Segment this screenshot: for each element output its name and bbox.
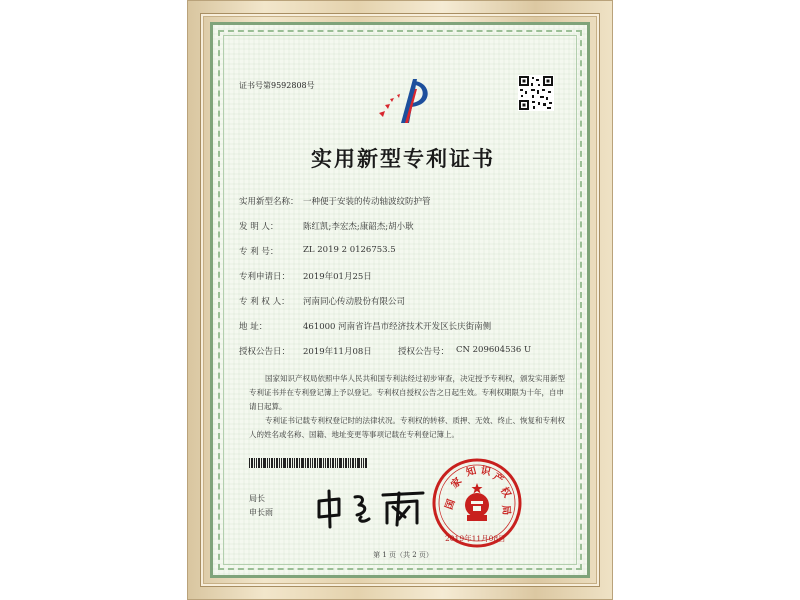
field-label-address: 地 址： [239, 322, 268, 332]
field-label-grant-number: 授权公告号： [398, 347, 450, 357]
body-paragraph-2: 专利证书记载专利权登记时的法律状况。专利权的转移、质押、无效、终止、恢复和专利权人的姓名或名称、国籍、地址变更等事项记载在专利登记簿上。 [249, 416, 565, 439]
field-value-patentee: 河南同心传动股份有限公司 [303, 297, 406, 307]
barcode-icon [249, 458, 367, 468]
qr-code-icon [518, 75, 554, 111]
director-title: 局长 [249, 494, 265, 503]
field-value-address: 461000 河南省许昌市经济技术开发区长庆街南侧 [303, 322, 492, 332]
field-value-inventors: 陈红凯;李宏杰;康韶杰;胡小耿 [303, 222, 414, 232]
field-value-filing-date: 2019年01月25日 [303, 272, 372, 282]
certificate-title: 实用新型专利证书 [311, 146, 495, 171]
svg-text:权: 权 [497, 485, 513, 500]
field-label-filing-date: 专利申请日： [239, 272, 291, 282]
body-paragraph-1: 国家知识产权局依照中华人民共和国专利法经过初步审查，决定授予专利权，颁发实用新型专利证书并在专利登记簿上予以登记。专利权自授权公告之日起生效。专利权期限为十年，自申请日起算。 [249, 374, 565, 411]
svg-text:识: 识 [479, 465, 492, 479]
svg-text:局: 局 [499, 504, 512, 516]
page-number: 第 1 页（共 2 页） [373, 551, 433, 559]
director-name: 申长雨 [249, 508, 273, 517]
field-value-name: 一种便于安装的传动轴波纹防护管 [303, 197, 431, 207]
field-value-patent-number: ZL 2019 2 0126753.5 [303, 245, 396, 255]
patent-certificate [210, 22, 590, 578]
svg-text:产: 产 [490, 471, 506, 487]
patent-logo-icon [371, 75, 437, 125]
field-value-grant-date: 2019年11月08日 [303, 347, 372, 357]
field-label-patent-number: 专 利 号： [239, 247, 279, 257]
seal-date: 2019年11月08日 [445, 534, 506, 543]
field-value-grant-number: CN 209604536 U [456, 345, 532, 355]
certificate-number: 证书号第9592808号 [239, 81, 315, 90]
svg-text:家: 家 [449, 475, 465, 491]
signature-image [313, 487, 433, 529]
field-label-patentee: 专 利 权 人： [239, 297, 290, 307]
field-label-name: 实用新型名称： [239, 197, 299, 207]
svg-text:知: 知 [465, 465, 478, 479]
field-label-grant-date: 授权公告日： [239, 347, 291, 357]
field-label-inventors: 发 明 人： [239, 222, 279, 232]
svg-text:国: 国 [443, 497, 458, 512]
